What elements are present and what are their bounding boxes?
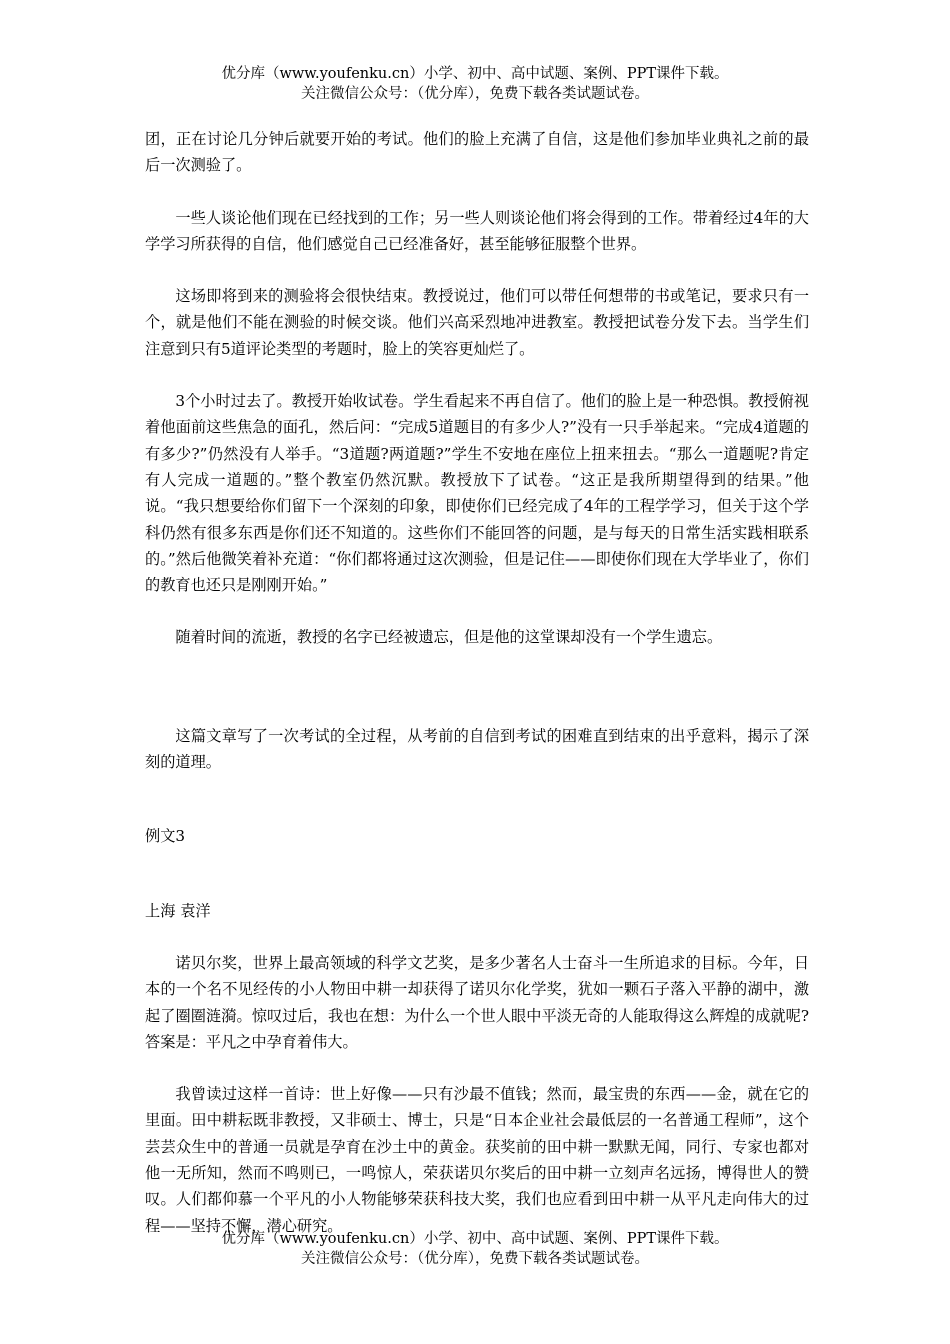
page-footer <box>0 1229 950 1269</box>
paragraph: 我曾读过这样一首诗：世上好像——只有沙最不值钱；然而，最宝贵的东西——金，就在它的里面。田中耕耘既非教授，又非硕士、博士，只是“日本企业社会最低层的一名普通工程师”，这个芸芸众生中的普通一员就是孕育在沙土中的黄金。获奖前的田中耕一默默无闻，同行、专家也都对他一无所知，然而不鸣则已，一鸣惊人，荣获诺贝尔奖后的田中耕一立刻声名远扬，博得世人的赞叹。人们都仰慕一个平凡的小人物能够荣获科技大奖，我们也应看到田中耕一从平凡走向伟大的过程——坚持不懈，潜心研究。 <box>145 1085 809 1235</box>
page-header <box>0 64 950 104</box>
footer-line-2: 关注微信公众号：（优分库），免费下载各类试题试卷。 <box>301 1251 649 1267</box>
header-line-1: 优分库（www.youfenku.cn）小学、初中、高中试题、案例、PPT课件下载。 <box>221 66 729 82</box>
paragraph-continued: 团，正在讨论几分钟后就要开始的考试。他们的脸上充满了自信，这是他们参加毕业典礼之前的最后一次测验了。 <box>145 130 809 175</box>
paragraph: 3个小时过去了。教授开始收试卷。学生看起来不再自信了。他们的脸上是一种恐惧。教授俯视着他面前这些焦急的面孔，然后问：“完成5道题目的有多少人?”没有一只手举起来。“完成4道题的有多少?”仍然没有人举手。“3道题?两道题?”学生不安地在座位上扭来扭去。“那么一道题呢?肯定有人完成一道题的。”整个教室仍然沉默。教授放下了试卷。“这正是我所期望得到的结果。”他说。“我只想要给你们留下一个深刻的印象，即使你们已经完成了4年的工程学学习，但关于这个学科仍然有很多东西是你们还不知道的。这些你们不能回答的问题，是与每天的日常生活实践相联系的。”然后他微笑着补充道：“你们都将通过这次测验，但是记住——即使你们现在大学毕业了，你们的教育也还只是刚刚开始。” <box>145 392 809 595</box>
document-body <box>145 126 809 1239</box>
paragraph: 一些人谈论他们现在已经找到的工作；另一些人则谈论他们将会得到的工作。带着经过4年的大学学习所获得的自信，他们感觉自己已经准备好，甚至能够征服整个世界。 <box>145 208 809 253</box>
section-heading: 例文3 <box>145 827 186 846</box>
author-line: 上海 袁洋 <box>145 901 211 920</box>
footer-line-1: 优分库（www.youfenku.cn）小学、初中、高中试题、案例、PPT课件下载。 <box>221 1231 729 1247</box>
commentary-paragraph: 这篇文章写了一次考试的全过程，从考前的自信到考试的困难直到结束的出乎意料，揭示了深刻的道理。 <box>145 726 809 772</box>
paragraph: 诺贝尔奖，世界上最高领域的科学文艺奖，是多少著名人士奋斗一生所追求的目标。今年，日本的一个名不见经传的小人物田中耕一却获得了诺贝尔化学奖，犹如一颗石子落入平静的湖中，激起了圈圈涟漪。惊叹过后，我也在想：为什么一个世人眼中平淡无奇的人能取得这么辉煌的成就呢?答案是：平凡之中孕育着伟大。 <box>145 953 809 1051</box>
paragraph: 这场即将到来的测验将会很快结束。教授说过，他们可以带任何想带的书或笔记，要求只有一个，就是他们不能在测验的时候交谈。他们兴高采烈地冲进教室。教授把试卷分发下去。当学生们注意到只有5道评论类型的考题时，脸上的笑容更灿烂了。 <box>145 287 809 358</box>
header-line-2: 关注微信公众号：（优分库），免费下载各类试题试卷。 <box>301 86 649 102</box>
paragraph: 随着时间的流逝，教授的名字已经被遗忘，但是他的这堂课却没有一个学生遗忘。 <box>175 628 723 647</box>
